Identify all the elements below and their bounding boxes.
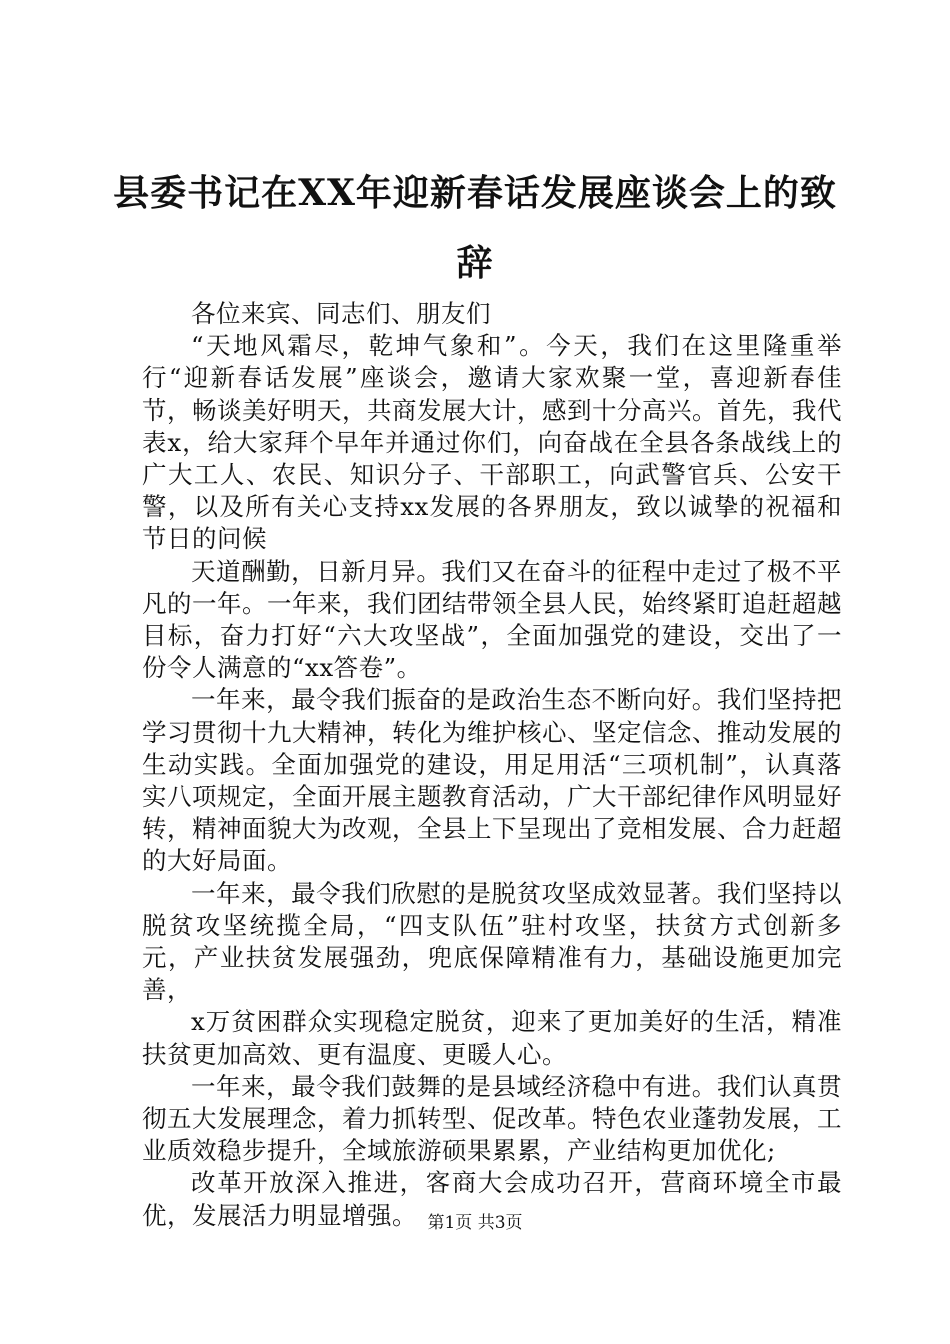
paragraph: 一年来，最令我们欣慰的是脱贫攻坚成效显著。我们坚持以脱贫攻坚统揽全局，“四支队伍”驻村攻坚，扶贫方式创新多元，产业扶贫发展强劲，兜底保障精准有力，基础设施更加完善， <box>142 878 842 1005</box>
paragraph: x万贫困群众实现稳定脱贫，迎来了更加美好的生活，精准扶贫更加高效、更有温度、更暖人心。 <box>142 1007 842 1069</box>
document-title: 县委书记在XX年迎新春话发展座谈会上的致辞 <box>113 172 837 284</box>
paragraph: 一年来，最令我们振奋的是政治生态不断向好。我们坚持把学习贯彻十九大精神，转化为维护核心、坚定信念、推动发展的生动实践。全面加强党的建设，用足用活“三项机制”，认真落实八项规定，全面开展主题教育活动，广大干部纪律作风明显好转，精神面貌大为改观，全县上下呈现出了竞相发展、合力赶超的大好局面。 <box>142 685 842 876</box>
document-body <box>142 298 842 1232</box>
paragraph: 改革开放深入推进，客商大会成功召开，营商环境全市最优，发展活力明显增强。 <box>142 1168 842 1230</box>
salutation: 各位来宾、同志们、朋友们 <box>191 299 491 328</box>
paragraph: “天地风霜尽，乾坤气象和”。今天，我们在这里隆重举行“迎新春话发展”座谈会，邀请大家欢聚一堂，喜迎新春佳节，畅谈美好明天，共商发展大计，感到十分高兴。首先，我代表x，给大家拜个早年并通过你们，向奋战在全县各条战线上的广大工人、农民、知识分子、干部职工，向武警官兵、公安干警，以及所有关心支持xx发展的各界朋友，致以诚挚的祝福和节日的问候 <box>142 331 842 554</box>
page-number-footer: 第1页 共3页 <box>427 1213 523 1233</box>
paragraph: 天道酬勤，日新月异。我们又在奋斗的征程中走过了极不平凡的一年。一年来，我们团结带领全县人民，始终紧盯追赶超越目标，奋力打好“六大攻坚战”，全面加强党的建设，交出了一份令人满意的“xx答卷”。 <box>142 556 842 683</box>
paragraph: 一年来，最令我们鼓舞的是县域经济稳中有进。我们认真贯彻五大发展理念，着力抓转型、促改革。特色农业蓬勃发展，工业质效稳步提升，全域旅游硕果累累，产业结构更加优化; <box>142 1071 842 1166</box>
